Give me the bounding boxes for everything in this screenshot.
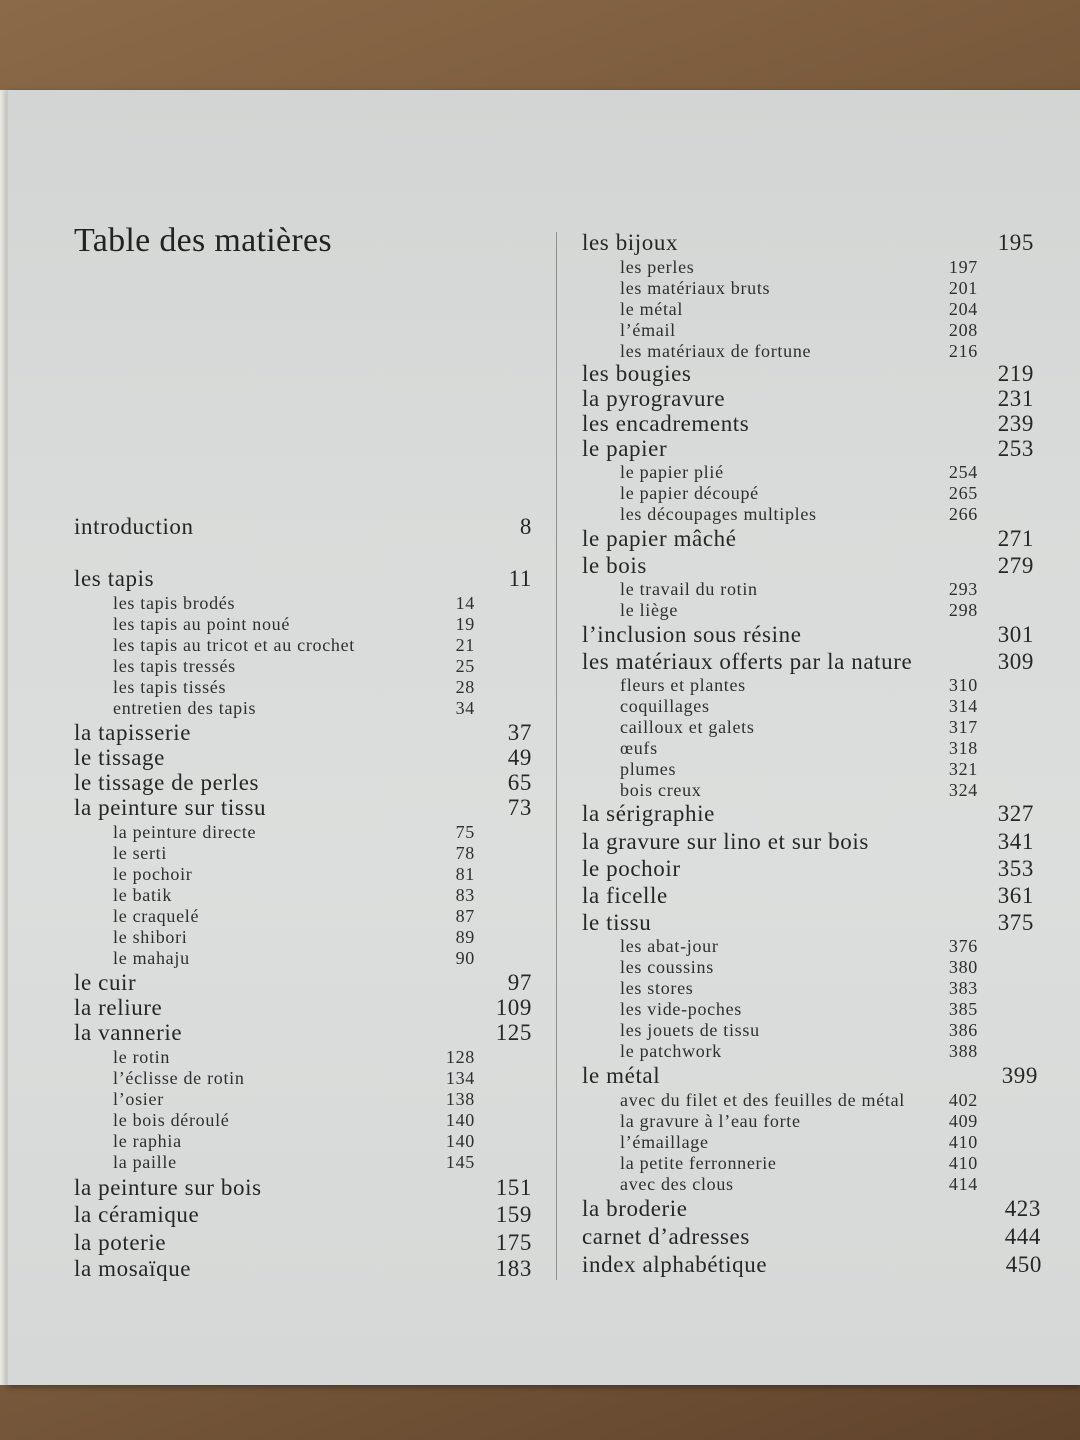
toc-entry-page-number: 321 (948, 759, 978, 779)
toc-entry-page-number: 128 (445, 1047, 475, 1067)
toc-entry-page-number: 399 (1001, 1063, 1038, 1088)
toc-entry-page-number: 204 (948, 299, 978, 319)
toc-entry-label: les tapis tressés (113, 656, 236, 676)
toc-entry-label: la broderie (582, 1196, 688, 1221)
toc-entry-page-number: 197 (948, 257, 978, 277)
toc-entry-label: la gravure sur lino et sur bois (582, 829, 869, 854)
toc-entry-page-number: 151 (495, 1175, 532, 1200)
toc-entry-label: carnet d’adresses (582, 1224, 750, 1249)
toc-entry-page-number: 327 (997, 801, 1034, 826)
toc-entry-page-number: 125 (495, 1020, 532, 1045)
toc-entry-label: la reliure (74, 995, 163, 1020)
toc-entry-page-number: 219 (997, 361, 1034, 386)
toc-entry-label: le tissage de perles (74, 770, 260, 795)
toc-entry-page-number: 450 (1005, 1252, 1042, 1277)
toc-entry-page-number: 279 (997, 553, 1034, 578)
toc-chapter-entry (0, 883, 1080, 913)
toc-entry-label: les découpages multiples (620, 504, 817, 524)
toc-chapter-entry (0, 622, 1080, 652)
toc-entry-label: le cuir (74, 970, 137, 995)
toc-entry-label: la gravure à l’eau forte (620, 1111, 801, 1131)
toc-entry-label: le papier plié (620, 462, 724, 482)
toc-entry-label: le pochoir (113, 864, 193, 884)
toc-entry-label: entretien des tapis (113, 698, 257, 718)
toc-entry-page-number: 78 (455, 843, 475, 863)
toc-entry-page-number: 361 (997, 883, 1034, 908)
toc-chapter-entry (0, 1224, 1080, 1254)
toc-entry-label: les coussins (620, 957, 714, 977)
toc-entry-label: les encadrements (582, 411, 750, 436)
toc-entry-label: les bijoux (582, 230, 679, 255)
toc-entry-page-number: 376 (948, 936, 978, 956)
toc-entry-label: les tapis (74, 566, 155, 591)
toc-entry-page-number: 423 (1004, 1196, 1041, 1221)
toc-entry-page-number: 266 (948, 504, 978, 524)
toc-entry-label: avec du filet et des feuilles de métal (620, 1090, 905, 1110)
toc-entry-page-number: 19 (455, 614, 475, 634)
toc-entry-page-number: 293 (948, 579, 978, 599)
toc-entry-label: la pyrogravure (582, 386, 726, 411)
toc-entry-page-number: 25 (455, 656, 475, 676)
toc-entry-label: le tissu (582, 910, 652, 935)
toc-entry-page-number: 353 (997, 856, 1034, 881)
toc-entry-label: le métal (582, 1063, 661, 1088)
toc-entry-label: la céramique (74, 1202, 200, 1227)
toc-entry-label: la petite ferronnerie (620, 1153, 777, 1173)
toc-entry-label: le papier (582, 436, 668, 461)
toc-entry-page-number: 310 (948, 675, 978, 695)
toc-entry-page-number: 409 (948, 1111, 978, 1131)
toc-entry-label: plumes (620, 759, 677, 779)
toc-entry-label: la paille (113, 1152, 177, 1172)
toc-entry-page-number: 388 (948, 1041, 978, 1061)
toc-entry-page-number: 73 (507, 795, 532, 820)
toc-chapter-entry (0, 1252, 1080, 1282)
toc-entry-page-number: 89 (455, 927, 475, 947)
toc-entry-page-number: 324 (948, 780, 978, 800)
toc-entry-label: le patchwork (620, 1041, 722, 1061)
toc-entry-label: cailloux et galets (620, 717, 755, 737)
toc-entry-label: les matériaux de fortune (620, 341, 812, 361)
toc-entry-label: la mosaïque (74, 1256, 192, 1281)
toc-entry-page-number: 34 (455, 698, 475, 718)
toc-entry-label: les perles (620, 257, 695, 277)
toc-entry-page-number: 159 (495, 1202, 532, 1227)
toc-entry-page-number: 317 (948, 717, 978, 737)
toc-entry-label: les tapis brodés (113, 593, 236, 613)
toc-entry-page-number: 145 (445, 1152, 475, 1172)
toc-entry-label: le craquelé (113, 906, 200, 926)
toc-entry-page-number: 14 (455, 593, 475, 613)
toc-chapter-entry (0, 829, 1080, 859)
toc-entry-page-number: 380 (948, 957, 978, 977)
toc-entry-page-number: 90 (455, 948, 475, 968)
toc-chapter-entry (0, 1063, 1080, 1093)
toc-entry-label: le liège (620, 600, 679, 620)
toc-entry-page-number: 8 (519, 514, 532, 539)
toc-entry-label: la ficelle (582, 883, 668, 908)
toc-entry-page-number: 231 (997, 386, 1034, 411)
toc-entry-page-number: 410 (948, 1153, 978, 1173)
toc-entry-label: les matériaux bruts (620, 278, 771, 298)
toc-entry-label: avec des clous (620, 1174, 734, 1194)
toc-entry-label: le bois (582, 553, 647, 578)
toc-entry-label: le rotin (113, 1047, 171, 1067)
toc-entry-page-number: 385 (948, 999, 978, 1019)
toc-entry-page-number: 265 (948, 483, 978, 503)
toc-entry-label: les abat-jour (620, 936, 719, 956)
toc-entry-label: la vannerie (74, 1020, 183, 1045)
toc-entry-page-number: 254 (948, 462, 978, 482)
toc-entry-label: le serti (113, 843, 168, 863)
toc-entry-label: le papier découpé (620, 483, 759, 503)
page-title: Table des matières (74, 222, 332, 259)
toc-entry-label: le batik (113, 885, 173, 905)
toc-entry-label: le mahaju (113, 948, 190, 968)
toc-entry-label: l’osier (113, 1089, 164, 1109)
toc-entry-page-number: 383 (948, 978, 978, 998)
toc-entry-label: le bois déroulé (113, 1110, 230, 1130)
toc-entry-label: la peinture sur bois (74, 1175, 262, 1200)
toc-entry-page-number: 239 (997, 411, 1034, 436)
toc-chapter-entry (0, 856, 1080, 886)
toc-entry-page-number: 402 (948, 1090, 978, 1110)
toc-entry-page-number: 183 (495, 1256, 532, 1281)
toc-entry-label: introduction (74, 514, 194, 539)
toc-entry-page-number: 410 (948, 1132, 978, 1152)
toc-entry-page-number: 216 (948, 341, 978, 361)
toc-entry-page-number: 140 (445, 1131, 475, 1151)
toc-entry-page-number: 301 (997, 622, 1034, 647)
toc-entry-page-number: 201 (948, 278, 978, 298)
toc-chapter-entry (0, 801, 1080, 831)
toc-entry-label: la poterie (74, 1230, 167, 1255)
toc-entry-page-number: 37 (507, 720, 532, 745)
toc-entry-label: la sérigraphie (582, 801, 715, 826)
toc-entry-label: le raphia (113, 1131, 182, 1151)
toc-entry-page-number: 83 (455, 885, 475, 905)
toc-entry-page-number: 65 (507, 770, 532, 795)
toc-entry-page-number: 97 (507, 970, 532, 995)
toc-entry-page-number: 309 (997, 649, 1034, 674)
toc-entry-label: les tapis tissés (113, 677, 227, 697)
toc-chapter-entry (0, 1196, 1080, 1226)
toc-entry-label: la peinture directe (113, 822, 257, 842)
toc-entry-page-number: 318 (948, 738, 978, 758)
toc-entry-label: coquillages (620, 696, 710, 716)
toc-entry-label: le travail du rotin (620, 579, 758, 599)
toc-entry-label: les tapis au tricot et au crochet (113, 635, 356, 655)
toc-entry-label: l’émail (620, 320, 676, 340)
toc-entry-page-number: 49 (507, 745, 532, 770)
toc-entry-page-number: 175 (495, 1230, 532, 1255)
toc-entry-page-number: 314 (948, 696, 978, 716)
toc-entry-page-number: 81 (455, 864, 475, 884)
toc-chapter-entry (0, 230, 1080, 260)
toc-entry-page-number: 341 (997, 829, 1034, 854)
toc-entry-label: l’éclisse de rotin (113, 1068, 245, 1088)
toc-entry-label: la peinture sur tissu (74, 795, 267, 820)
toc-entry-label: les matériaux offerts par la nature (582, 649, 913, 674)
toc-entry-label: l’inclusion sous résine (582, 622, 802, 647)
toc-entry-label: le tissage (74, 745, 165, 770)
toc-entry-page-number: 298 (948, 600, 978, 620)
toc-entry-label: le pochoir (582, 856, 681, 881)
toc-entry-label: fleurs et plantes (620, 675, 746, 695)
toc-entry-page-number: 140 (445, 1110, 475, 1130)
toc-entry-label: la tapisserie (74, 720, 192, 745)
toc-entry-label: l’émaillage (620, 1132, 709, 1152)
toc-entry-label: le papier mâché (582, 526, 737, 551)
toc-entry-page-number: 87 (455, 906, 475, 926)
toc-entry-page-number: 75 (455, 822, 475, 842)
toc-entry-label: le métal (620, 299, 684, 319)
toc-entry-page-number: 444 (1004, 1224, 1041, 1249)
toc-entry-label: les jouets de tissu (620, 1020, 760, 1040)
toc-entry-label: les stores (620, 978, 694, 998)
toc-chapter-entry (0, 526, 1080, 556)
toc-entry-page-number: 11 (508, 566, 532, 591)
toc-entry-label: index alphabétique (582, 1252, 768, 1277)
toc-entry-page-number: 253 (997, 436, 1034, 461)
toc-entry-page-number: 134 (445, 1068, 475, 1088)
toc-entry-page-number: 414 (948, 1174, 978, 1194)
toc-entry-page-number: 386 (948, 1020, 978, 1040)
toc-entry-page-number: 208 (948, 320, 978, 340)
toc-entry-page-number: 375 (997, 910, 1034, 935)
toc-entry-label: bois creux (620, 780, 702, 800)
toc-entry-page-number: 138 (445, 1089, 475, 1109)
toc-entry-label: les vide-poches (620, 999, 742, 1019)
toc-entry-page-number: 109 (495, 995, 532, 1020)
toc-entry-page-number: 271 (997, 526, 1034, 551)
toc-entry-page-number: 28 (455, 677, 475, 697)
toc-entry-label: les bougies (582, 361, 692, 386)
toc-entry-label: les tapis au point noué (113, 614, 291, 634)
toc-entry-page-number: 195 (997, 230, 1034, 255)
toc-entry-page-number: 21 (455, 635, 475, 655)
toc-entry-label: le shibori (113, 927, 188, 947)
toc-entry-label: œufs (620, 738, 658, 758)
